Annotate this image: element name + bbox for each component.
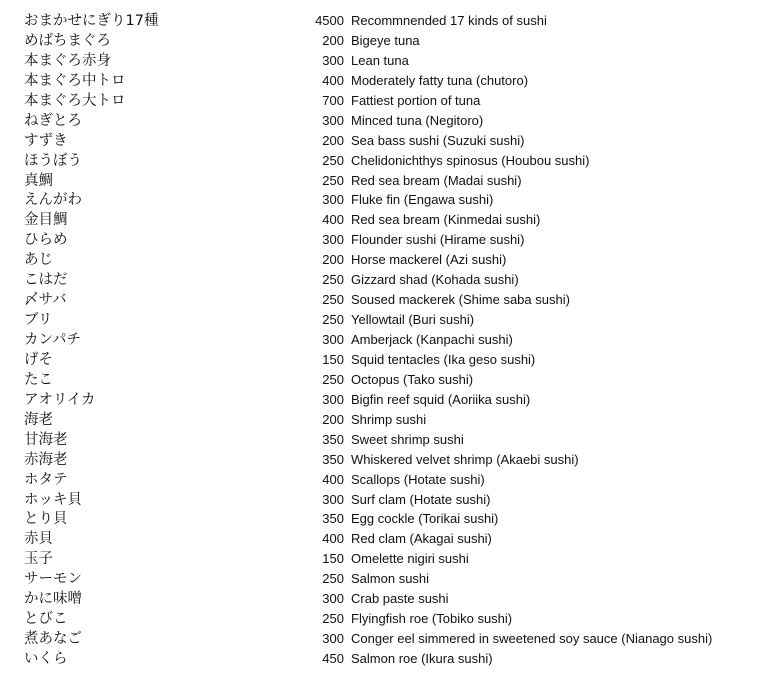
menu-row xyxy=(24,31,744,51)
item-japanese-name: ブリ xyxy=(24,312,53,329)
item-price: 700 xyxy=(322,92,344,108)
menu-row xyxy=(24,370,744,390)
menu-row xyxy=(24,430,744,450)
item-japanese-name: 真鯛 xyxy=(24,172,53,189)
menu-row xyxy=(24,111,744,131)
item-japanese-name: おまかせにぎり17種 xyxy=(24,13,159,29)
item-price: 300 xyxy=(322,591,344,607)
item-japanese-name: 海老 xyxy=(24,411,53,428)
item-english-description: Sweet shrimp sushi xyxy=(351,431,464,447)
item-japanese-name: げそ xyxy=(24,351,53,368)
item-price: 350 xyxy=(322,511,344,527)
item-english-description: Crab paste sushi xyxy=(351,591,449,607)
item-english-description: Moderately fatty tuna (chutoro) xyxy=(351,72,529,88)
item-english-description: Salmon roe (Ikura sushi) xyxy=(351,651,493,666)
menu-row xyxy=(24,529,744,549)
item-price: 250 xyxy=(322,172,344,188)
item-price: 300 xyxy=(322,491,344,507)
menu-row xyxy=(24,131,744,151)
item-price: 350 xyxy=(322,451,344,467)
item-japanese-name: めばちまぐろ xyxy=(24,32,111,49)
menu-row xyxy=(24,589,744,609)
item-english-description: Conger eel simmered in sweetened soy sauce (Nianago sushi) xyxy=(351,631,713,647)
item-price: 250 xyxy=(322,292,344,308)
item-japanese-name: ひらめ xyxy=(24,232,68,249)
item-japanese-name: えんがわ xyxy=(24,192,82,209)
item-japanese-name: 本まぐろ大トロ xyxy=(24,92,126,109)
item-english-description: Fluke fin (Engawa sushi) xyxy=(351,192,494,208)
menu-row xyxy=(24,569,744,589)
item-english-description: Shrimp sushi xyxy=(351,411,427,427)
item-price: 250 xyxy=(322,312,344,328)
item-japanese-name: とびこ xyxy=(24,611,68,628)
item-english-description: Bigeye tuna xyxy=(351,32,420,48)
item-japanese-name: 玉子 xyxy=(24,551,53,568)
item-english-description: Whiskered velvet shrimp (Akaebi sushi) xyxy=(351,451,579,467)
item-english-description: Chelidonichthys spinosus (Houbou sushi) xyxy=(351,152,590,168)
menu-row xyxy=(24,470,744,490)
item-price: 250 xyxy=(322,272,344,288)
item-price: 250 xyxy=(322,611,344,627)
item-japanese-name: アオリイカ xyxy=(24,391,96,408)
item-english-description: Omelette nigiri sushi xyxy=(351,551,469,567)
item-english-description: Salmon sushi xyxy=(351,571,430,587)
item-price: 300 xyxy=(322,112,344,128)
item-english-description: Gizzard shad (Kohada sushi) xyxy=(351,272,519,288)
menu-row xyxy=(24,151,744,171)
menu-row xyxy=(24,509,744,529)
item-japanese-name: 金目鯛 xyxy=(24,212,68,229)
item-japanese-name: こはだ xyxy=(24,272,68,289)
item-japanese-name: すずき xyxy=(24,132,68,149)
item-price: 200 xyxy=(322,252,344,268)
menu-row xyxy=(24,71,744,91)
menu-row xyxy=(24,490,744,510)
item-english-description: Horse mackerel (Azi sushi) xyxy=(351,252,507,268)
menu-row xyxy=(24,390,744,410)
menu-row xyxy=(24,91,744,111)
item-price: 150 xyxy=(322,351,344,367)
item-japanese-name: たこ xyxy=(24,371,53,388)
item-price: 300 xyxy=(322,192,344,208)
menu-row xyxy=(24,549,744,569)
menu-row xyxy=(24,410,744,430)
item-japanese-name: ねぎとろ xyxy=(24,112,82,129)
menu-row xyxy=(24,270,744,290)
item-price: 250 xyxy=(322,571,344,587)
item-price: 250 xyxy=(322,371,344,387)
item-english-description: Flounder sushi (Hirame sushi) xyxy=(351,232,525,248)
item-english-description: Sea bass sushi (Suzuki sushi) xyxy=(351,132,525,148)
item-english-description: Red sea bream (Kinmedai sushi) xyxy=(351,212,541,228)
menu-row xyxy=(24,350,744,370)
item-japanese-name: サーモン xyxy=(24,571,82,588)
item-english-description: Soused mackerek (Shime saba sushi) xyxy=(351,292,570,308)
item-japanese-name: 〆サバ xyxy=(24,292,67,309)
item-price: 300 xyxy=(322,332,344,347)
menu-row xyxy=(24,649,744,669)
menu-row xyxy=(24,230,744,250)
item-japanese-name: ほうぼう xyxy=(24,152,82,169)
item-price: 4500 xyxy=(315,13,344,28)
item-english-description: Yellowtail (Buri sushi) xyxy=(351,312,475,328)
menu-row xyxy=(24,290,744,310)
menu-row xyxy=(24,11,744,31)
menu-row xyxy=(24,310,744,330)
menu-row xyxy=(24,210,744,230)
item-japanese-name: かに味噌 xyxy=(24,591,82,608)
item-japanese-name: ホタテ xyxy=(24,471,68,488)
item-price: 300 xyxy=(322,391,344,407)
item-price: 300 xyxy=(322,52,344,68)
menu-row xyxy=(24,190,744,210)
menu-row xyxy=(24,450,744,470)
item-japanese-name: カンパチ xyxy=(24,332,81,348)
item-price: 300 xyxy=(322,631,344,647)
item-price: 350 xyxy=(322,431,344,447)
item-english-description: Squid tentacles (Ika geso sushi) xyxy=(351,351,536,367)
item-japanese-name: いくら xyxy=(24,651,68,667)
menu-row xyxy=(24,171,744,191)
item-price: 450 xyxy=(322,651,344,666)
item-japanese-name: 本まぐろ中トロ xyxy=(24,72,126,89)
item-price: 200 xyxy=(322,32,344,48)
menu-row xyxy=(24,51,744,71)
item-english-description: Surf clam (Hotate sushi) xyxy=(351,491,491,507)
item-price: 400 xyxy=(322,531,344,547)
menu-row xyxy=(24,609,744,629)
item-price: 200 xyxy=(322,132,344,148)
item-english-description: Octopus (Tako sushi) xyxy=(351,371,474,387)
menu-row xyxy=(24,330,744,350)
item-english-description: Red clam (Akagai sushi) xyxy=(351,531,492,547)
item-price: 400 xyxy=(322,471,344,487)
item-japanese-name: 本まぐろ赤身 xyxy=(24,52,111,69)
item-english-description: Flyingfish roe (Tobiko sushi) xyxy=(351,611,513,627)
item-price: 400 xyxy=(322,212,344,228)
item-english-description: Red sea bream (Madai sushi) xyxy=(351,172,522,188)
item-english-description: Lean tuna xyxy=(351,52,409,68)
item-japanese-name: 赤海老 xyxy=(24,451,68,468)
item-english-description: Fattiest portion of tuna xyxy=(351,92,481,108)
item-japanese-name: とり貝 xyxy=(24,511,68,528)
menu-row xyxy=(24,250,744,270)
item-english-description: Minced tuna (Negitoro) xyxy=(351,112,484,128)
item-japanese-name: ホッキ貝 xyxy=(24,491,82,508)
sushi-menu-list xyxy=(24,11,744,669)
item-price: 300 xyxy=(322,232,344,248)
item-english-description: Egg cockle (Torikai sushi) xyxy=(351,511,499,527)
item-japanese-name: 赤貝 xyxy=(24,531,53,548)
item-japanese-name: 煮あなご xyxy=(24,631,82,648)
item-english-description: Recommnended 17 kinds of sushi xyxy=(351,13,547,28)
item-price: 250 xyxy=(322,152,344,168)
menu-row xyxy=(24,629,744,649)
item-japanese-name: あじ xyxy=(24,252,53,269)
item-price: 400 xyxy=(322,72,344,88)
item-price: 200 xyxy=(322,411,344,427)
item-price: 150 xyxy=(322,551,344,567)
item-english-description: Scallops (Hotate sushi) xyxy=(351,471,485,487)
item-english-description: Bigfin reef squid (Aoriika sushi) xyxy=(351,391,531,407)
item-english-description: Amberjack (Kanpachi sushi) xyxy=(351,332,513,347)
item-japanese-name: 甘海老 xyxy=(24,431,68,448)
